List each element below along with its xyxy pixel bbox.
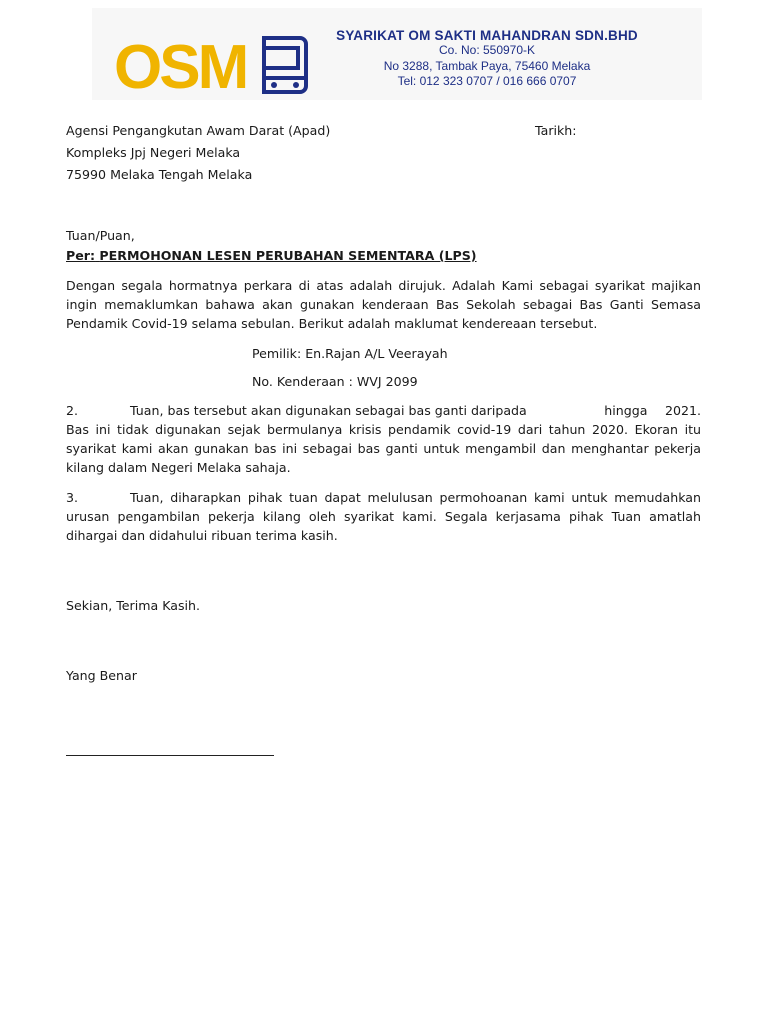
osm-bus-logo-icon [114, 30, 314, 100]
logo-text: OSM [114, 33, 247, 100]
paragraph-2-first-line [66, 401, 701, 420]
subject-line [66, 246, 477, 265]
paragraph-2-part3: 2021. [664, 403, 701, 418]
company-phone: Tel: 012 323 0707 / 016 666 0707 [397, 74, 577, 88]
recipient-line-1: Agensi Pengangkutan Awam Darat (Apad) [66, 123, 331, 138]
company-number: Co. No: 550970-K [438, 43, 536, 57]
paragraph-3-text: Tuan, diharapkan pihak tuan dapat melulusan permohoanan kami untuk memudahkan urusan pengambilan pekerja kilang oleh syarikat kami. Segala kerjasama pihak Tuan amatlah dihargai dan didahului ribuan terima kasih. [66, 490, 701, 543]
paragraph-2-part1: Tuan, bas tersebut akan digunakan sebagai bas ganti daripada [130, 403, 527, 418]
company-name: SYARIKAT OM SAKTI MAHANDRAN SDN.BHD [336, 28, 638, 43]
salutation: Tuan/Puan, [66, 228, 135, 243]
paragraph-2 [66, 401, 701, 477]
signature-line [66, 755, 274, 756]
vehicle-number: No. Kenderaan : WVJ 2099 [252, 374, 418, 389]
paragraph-3 [66, 488, 701, 545]
subject-text: PERMOHONAN LESEN PERUBAHAN SEMENTARA (LPS) [99, 248, 477, 263]
sign-off: Yang Benar [66, 668, 137, 683]
company-details [322, 28, 652, 90]
recipient-line-2: Kompleks Jpj Negeri Melaka [66, 145, 241, 160]
company-address: No 3288, Tambak Paya, 75460 Melaka [383, 58, 591, 73]
paragraph-2-rest: Bas ini tidak digunakan sejak bermulanya krisis pendamik covid-19 dari tahun 2020. Ekoran itu syarikat kami akan gunakan bas ini sebagai bas ganti untuk mengambil dan menghantar pekerja kilang dalam Negeri Melaka sahaja. [66, 422, 701, 475]
subject-prefix: Per: [66, 248, 96, 263]
paragraph-3-number: 3. [66, 490, 79, 505]
paragraph-2-number: 2. [66, 403, 79, 418]
recipient-line-3: 75990 Melaka Tengah Melaka [66, 167, 253, 182]
owner-detail: Pemilik: En.Rajan A/L Veerayah [252, 346, 448, 361]
closing-text: Sekian, Terima Kasih. [66, 598, 201, 613]
date-label: Tarikh: [535, 123, 577, 138]
paragraph-1: Dengan segala hormatnya perkara di atas adalah dirujuk. Adalah Kami sebagai syarikat majikan ingin memaklumkan bahawa akan gunakan kenderaan Bas Sekolah sebagai Bas Ganti Semasa Pendamik Covid-19 selama sebulan. Berikut adalah maklumat kendereaan tersebut. [66, 278, 701, 331]
paragraph-2-part2: hingga [604, 403, 648, 418]
